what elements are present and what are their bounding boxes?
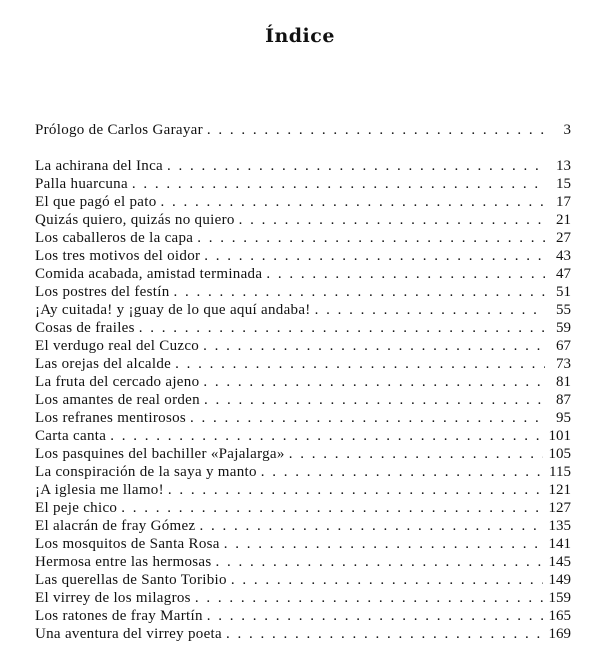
entry-title: La conspiración de la saya y manto xyxy=(35,464,257,480)
dot-leader xyxy=(161,193,546,211)
entry-page-number: 59 xyxy=(556,320,571,336)
entry-title: El alacrán de fray Gómez xyxy=(35,518,196,534)
dot-leader xyxy=(195,589,543,607)
entry-title: Palla huarcuna xyxy=(35,176,128,192)
toc-row xyxy=(35,553,571,571)
entry-title: Los postres del festín xyxy=(35,284,170,300)
entry-page-number: 105 xyxy=(548,446,571,462)
toc-row xyxy=(35,337,571,355)
entry-title: Los refranes mentirosos xyxy=(35,410,187,426)
entry-title: El peje chico xyxy=(35,500,118,516)
entry-title: El que pagó el pato xyxy=(35,194,157,210)
entry-title: Las querellas de Santo Toribio xyxy=(35,572,227,588)
toc-row xyxy=(35,211,571,229)
entry-page-number: 135 xyxy=(548,518,571,534)
toc-row xyxy=(35,445,571,463)
entry-title: Prólogo de Carlos Garayar xyxy=(35,122,203,138)
toc-row xyxy=(35,499,571,517)
toc-row xyxy=(35,175,571,193)
entry-title: Comida acabada, amistad terminada xyxy=(35,266,263,282)
entry-page-number: 51 xyxy=(556,284,571,300)
entry-page-number: 67 xyxy=(556,338,571,354)
entry-title: Los tres motivos del oidor xyxy=(35,248,201,264)
entry-title: Los amantes de real orden xyxy=(35,392,200,408)
entry-page-number: 15 xyxy=(556,176,571,192)
entry-page-number: 17 xyxy=(556,194,571,210)
entry-title: El virrey de los milagros xyxy=(35,590,191,606)
dot-leader xyxy=(203,373,545,391)
dot-leader xyxy=(204,391,545,409)
toc-row xyxy=(35,283,571,301)
toc-row xyxy=(35,517,571,535)
entry-page-number: 87 xyxy=(556,392,571,408)
dot-leader xyxy=(315,301,545,319)
entry-title: Carta canta xyxy=(35,428,107,444)
dot-leader xyxy=(266,265,545,283)
entry-title: Los ratones de fray Martín xyxy=(35,608,203,624)
dot-leader xyxy=(197,229,545,247)
entry-title: Los caballeros de la capa xyxy=(35,230,194,246)
entry-page-number: 21 xyxy=(556,212,571,228)
entry-title: ¡A iglesia me llamo! xyxy=(35,482,164,498)
dot-leader xyxy=(207,607,543,625)
entry-title: Quizás quiero, quizás no quiero xyxy=(35,212,235,228)
toc-row xyxy=(35,481,571,499)
dot-leader xyxy=(203,337,545,355)
dot-leader xyxy=(261,463,543,481)
entry-page-number: 127 xyxy=(548,500,571,516)
entry-page-number: 145 xyxy=(548,554,571,570)
prologue-entry xyxy=(35,121,571,139)
entry-page-number: 101 xyxy=(548,428,571,444)
entry-title: Cosas de frailes xyxy=(35,320,135,336)
entry-title: La achirana del Inca xyxy=(35,158,163,174)
dot-leader xyxy=(199,517,542,535)
toc-row xyxy=(35,409,571,427)
toc-list xyxy=(35,157,571,643)
toc-row xyxy=(35,391,571,409)
toc-row xyxy=(35,355,571,373)
dot-leader xyxy=(139,319,545,337)
toc-row xyxy=(35,607,571,625)
toc-row xyxy=(35,193,571,211)
toc-row xyxy=(35,265,571,283)
entry-title: Los mosquitos de Santa Rosa xyxy=(35,536,220,552)
dot-leader xyxy=(167,157,545,175)
entry-title: ¡Ay cuitada! y ¡guay de lo que aquí andaba! xyxy=(35,302,311,318)
entry-page-number: 149 xyxy=(548,572,571,588)
entry-page-number: 73 xyxy=(556,356,571,372)
entry-page-number: 55 xyxy=(556,302,571,318)
dot-leader xyxy=(175,355,545,373)
dot-leader xyxy=(204,247,545,265)
dot-leader xyxy=(216,553,543,571)
dot-leader xyxy=(226,625,543,643)
entry-page-number: 95 xyxy=(556,410,571,426)
entry-page-number: 13 xyxy=(556,158,571,174)
toc-row xyxy=(35,229,571,247)
entry-page-number: 43 xyxy=(556,248,571,264)
toc-row xyxy=(35,247,571,265)
dot-leader xyxy=(231,571,543,589)
entry-page-number: 81 xyxy=(556,374,571,390)
dot-leader xyxy=(168,481,543,499)
entry-page-number: 121 xyxy=(548,482,571,498)
entry-page-number: 115 xyxy=(549,464,571,480)
toc-row xyxy=(35,157,571,175)
toc-row xyxy=(35,319,571,337)
entry-title: El verdugo real del Cuzco xyxy=(35,338,200,354)
entry-title: Hermosa entre las hermosas xyxy=(35,554,212,570)
dot-leader xyxy=(132,175,545,193)
dot-leader xyxy=(239,211,545,229)
entry-page-number: 47 xyxy=(556,266,571,282)
entry-page-number: 169 xyxy=(548,626,571,642)
dot-leader xyxy=(289,445,543,463)
toc-row xyxy=(35,121,571,139)
toc-row xyxy=(35,427,571,445)
dot-leader xyxy=(224,535,543,553)
dot-leader xyxy=(190,409,545,427)
entry-page-number: 165 xyxy=(548,608,571,624)
dot-leader xyxy=(207,121,545,139)
dot-leader xyxy=(174,283,546,301)
entry-title: Las orejas del alcalde xyxy=(35,356,172,372)
toc-row xyxy=(35,589,571,607)
entry-title: Los pasquines del bachiller «Pajalarga» xyxy=(35,446,285,462)
toc-row xyxy=(35,535,571,553)
toc-row xyxy=(35,571,571,589)
toc-row xyxy=(35,463,571,481)
entry-page-number: 159 xyxy=(548,590,571,606)
toc-row xyxy=(35,625,571,643)
dot-leader xyxy=(110,427,542,445)
toc-row xyxy=(35,301,571,319)
page-title: Índice xyxy=(265,25,335,47)
entry-title: La fruta del cercado ajeno xyxy=(35,374,200,390)
entry-page-number: 27 xyxy=(556,230,571,246)
dot-leader xyxy=(121,499,542,517)
toc-row xyxy=(35,373,571,391)
entry-page-number: 141 xyxy=(548,536,571,552)
entry-title: Una aventura del virrey poeta xyxy=(35,626,222,642)
entry-page-number: 3 xyxy=(563,122,571,138)
